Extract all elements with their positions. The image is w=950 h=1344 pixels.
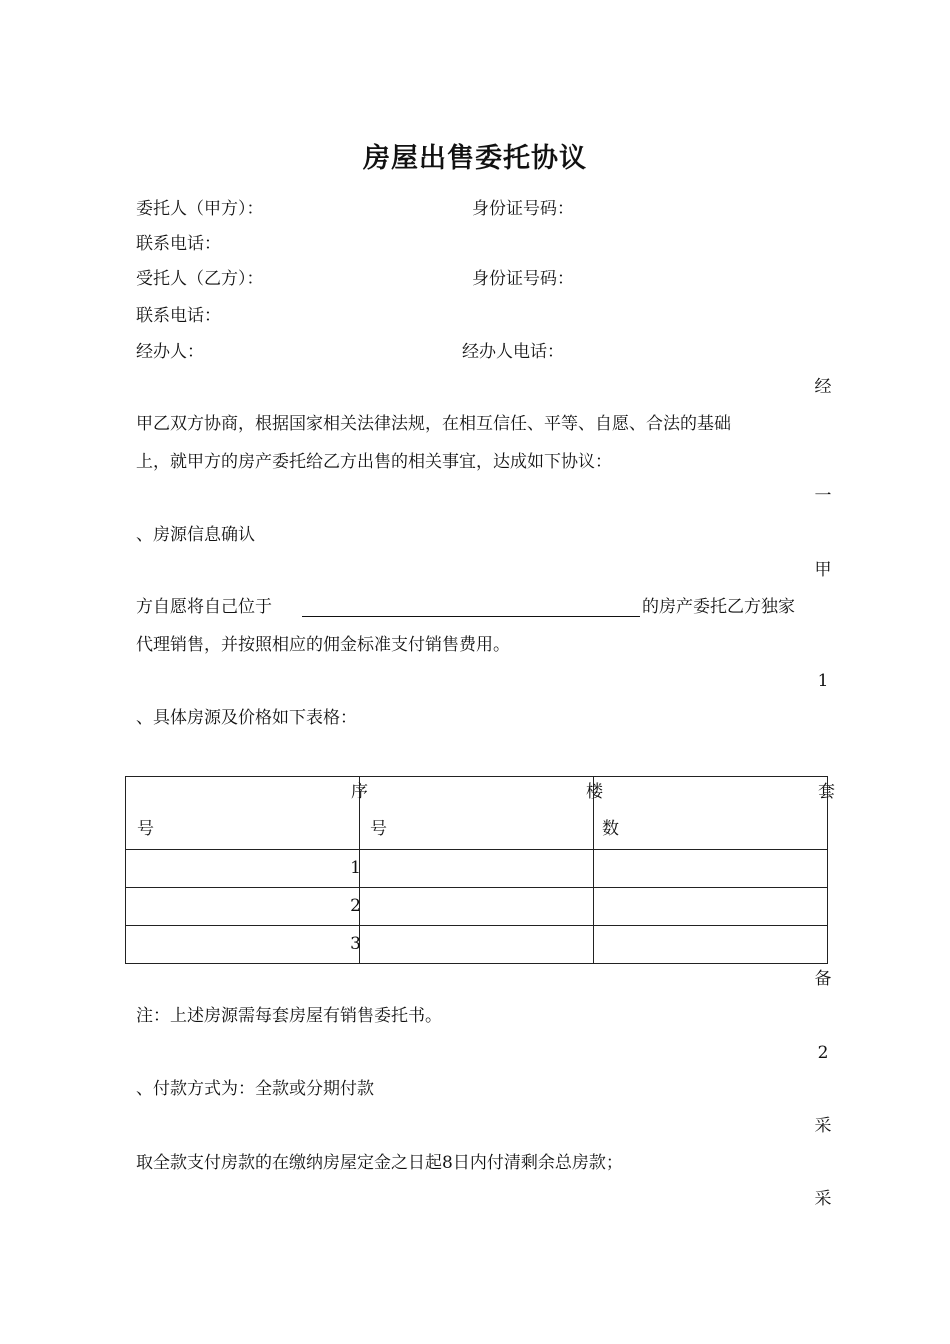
- property-price-table: [125, 776, 835, 964]
- table-cell: [594, 926, 828, 964]
- agent-label: 受托人（乙方）：: [136, 269, 264, 289]
- note-right-char: 备: [814, 969, 832, 989]
- principal-phone-label: 联系电话：: [136, 234, 221, 254]
- document-title: 房屋出售委托协议: [363, 143, 587, 174]
- header-building-top: 楼: [586, 782, 603, 802]
- intro-right-char: 经: [814, 377, 832, 397]
- header-cell-units: [594, 777, 835, 850]
- section1-right-char: 一: [814, 486, 832, 506]
- table-cell: [594, 850, 828, 888]
- intro-line-2: 上，就甲方的房产委托给乙方出售的相关事宜，达成如下协议：: [136, 452, 612, 472]
- address-line-prefix: 方自愿将自己位于: [136, 597, 272, 617]
- header-building-bottom: 号: [370, 819, 387, 839]
- header-cell-serial: [126, 777, 368, 850]
- row-number: 3: [350, 934, 361, 954]
- header-units-bottom: 数: [602, 819, 619, 839]
- table-cell: [126, 850, 360, 888]
- header-units-top: 套: [818, 782, 835, 802]
- handler-phone-label: 经办人电话：: [462, 342, 564, 362]
- header-cell-building: [360, 777, 603, 850]
- payment-next-right-char: 采: [814, 1189, 832, 1209]
- intro-line-1: 甲乙双方协商，根据国家相关法律法规，在相互信任、平等、自愿、合法的基础: [136, 414, 731, 434]
- section1-p1-right-char: 甲: [814, 560, 832, 580]
- header-serial-top: 序: [351, 782, 368, 802]
- table-cell: [360, 926, 594, 964]
- note-text: 注：上述房源需每套房屋有销售委托书。: [136, 1006, 442, 1026]
- address-line-suffix: 的房产委托乙方独家: [642, 597, 795, 617]
- table-cell: [126, 926, 360, 964]
- section1-heading: 、房源信息确认: [136, 525, 255, 545]
- header-serial-bottom: 号: [137, 819, 154, 839]
- table-cell: [126, 888, 360, 926]
- commission-line: 代理销售，并按照相应的佣金标准支付销售费用。: [136, 635, 510, 655]
- payment-text: 取全款支付房款的在缴纳房屋定金之日起8日内付清剩余总房款；: [136, 1153, 623, 1173]
- table-cell: [360, 888, 594, 926]
- row-number: 1: [350, 858, 361, 878]
- row-number: 2: [350, 896, 361, 916]
- principal-id-label: 身份证号码：: [472, 199, 574, 219]
- handler-label: 经办人：: [136, 342, 204, 362]
- table-header-row: [126, 777, 828, 850]
- payment-right-char: 采: [814, 1116, 832, 1136]
- agent-id-label: 身份证号码：: [472, 269, 574, 289]
- table-cell: [594, 888, 828, 926]
- item2-text: 、付款方式为：全款或分期付款: [136, 1079, 374, 1099]
- address-blank-line: [302, 602, 640, 617]
- table-cell: [360, 850, 594, 888]
- table-row: [126, 888, 828, 926]
- item2-right-char: 2: [817, 1043, 829, 1063]
- item1-right-char: 1: [817, 671, 829, 691]
- table-row: [126, 850, 828, 888]
- agent-phone-label: 联系电话：: [136, 306, 221, 326]
- item1-text: 、具体房源及价格如下表格：: [136, 708, 357, 728]
- principal-label: 委托人（甲方）：: [136, 199, 264, 219]
- table-row: [126, 926, 828, 964]
